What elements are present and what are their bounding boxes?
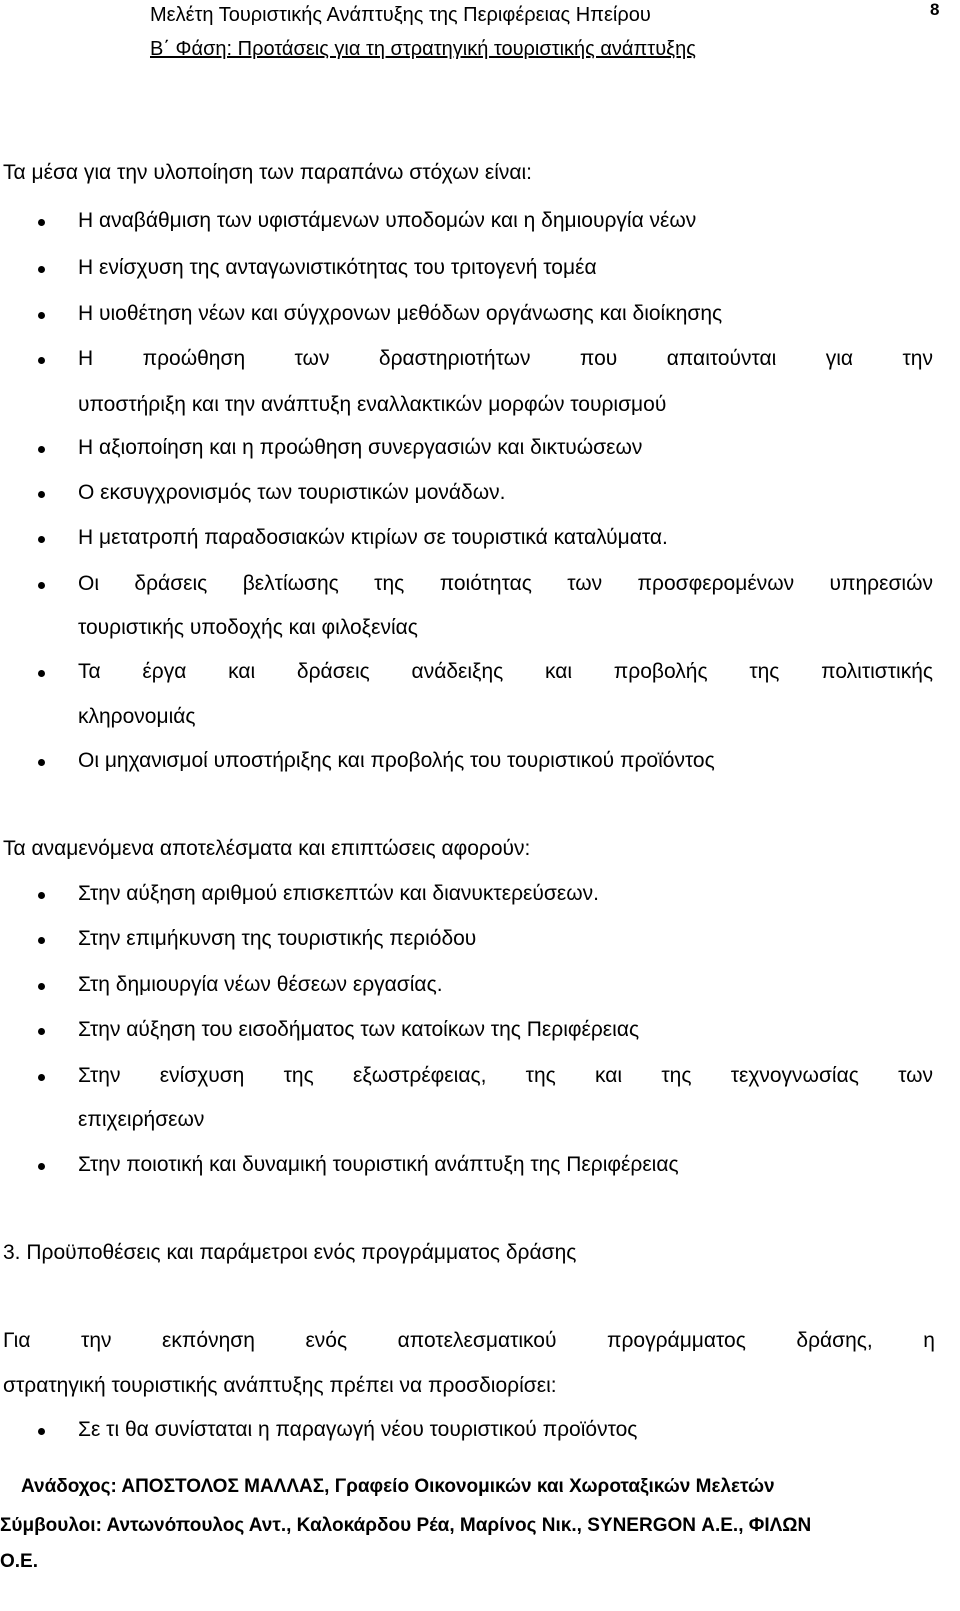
bullet-icon <box>38 446 45 453</box>
list-item: Οι μηχανισμοί υποστήριξης και προβολής του τουριστικού προϊόντος <box>0 749 960 773</box>
bullet-icon <box>38 759 45 766</box>
section1-intro: Τα μέσα για την υλοποίηση των παραπάνω στόχων είναι: <box>3 161 533 184</box>
bullet-icon <box>38 536 45 543</box>
list-item: Στη δημιουργία νέων θέσεων εργασίας. <box>0 973 960 997</box>
bullet-icon <box>38 1074 45 1081</box>
list-item: Οι δράσεις βελτίωσης της ποιότητας των προσφερομένων υπηρεσιών <box>0 572 960 596</box>
list-item: Στην ποιοτική και δυναμική τουριστική ανάπτυξη της Περιφέρειας <box>0 1153 960 1177</box>
list-item: Η προώθηση των δραστηριοτήτων που απαιτούνται για την <box>0 347 960 371</box>
bullet-icon <box>38 1428 45 1435</box>
bullet-icon <box>38 312 45 319</box>
bullet-icon <box>38 219 45 226</box>
list-item: Στην αύξηση του εισοδήματος των κατοίκων της Περιφέρειας <box>0 1018 960 1042</box>
section3-heading: 3. Προϋποθέσεις και παράμετροι ενός προγράμματος δράσης <box>3 1241 577 1264</box>
document-phase: Β΄ Φάση: Προτάσεις για τη στρατηγική τουριστικής ανάπτυξης <box>150 38 696 60</box>
bullet-icon <box>38 892 45 899</box>
list-item-continuation: επιχειρήσεων <box>78 1108 205 1131</box>
footer-contractor: Ανάδοχος: ΑΠΟΣΤΟΛΟΣ ΜΑΛΛΑΣ, Γραφείο Οικονομικών και Χωροταξικών Μελετών <box>21 1476 775 1497</box>
section3-intro-line1: Για την εκπόνηση ενός αποτελεσματικού προγράμματος δράσης, η <box>3 1329 935 1352</box>
bullet-icon <box>38 1163 45 1170</box>
list-item: Στην ενίσχυση της εξωστρέφειας, της και της τεχνογνωσίας των <box>0 1064 960 1088</box>
list-item: Στην αύξηση αριθμού επισκεπτών και διανυκτερεύσεων. <box>0 882 960 906</box>
list-item-continuation: τουριστικής υποδοχής και φιλοξενίας <box>78 616 418 639</box>
document-title: Μελέτη Τουριστικής Ανάπτυξης της Περιφέρειας Ηπείρου <box>150 4 651 26</box>
bullet-icon <box>38 983 45 990</box>
bullet-icon <box>38 357 45 364</box>
list-item-continuation: υποστήριξη και την ανάπτυξη εναλλακτικών μορφών τουρισμού <box>78 393 667 416</box>
footer-advisors: Σύμβουλοι: Αντωνόπουλος Αντ., Καλοκάρδου Ρέα, Μαρίνος Νικ., SYNERGON Α.Ε., ΦΙΛΩΝ <box>0 1515 812 1536</box>
list-item: Η αναβάθμιση των υφιστάμενων υποδομών και η δημιουργία νέων <box>0 209 960 233</box>
list-item: Σε τι θα συνίσταται η παραγωγή νέου τουριστικού προϊόντος <box>0 1418 960 1442</box>
section3-intro-line2: στρατηγική τουριστικής ανάπτυξης πρέπει να προσδιορίσει: <box>3 1374 557 1397</box>
list-item: Τα έργα και δράσεις ανάδειξης και προβολής της πολιτιστικής <box>0 660 960 684</box>
list-item: Ο εκσυγχρονισμός των τουριστικών μονάδων. <box>0 481 960 505</box>
list-item: Η μετατροπή παραδοσιακών κτιρίων σε τουριστικά καταλύματα. <box>0 526 960 550</box>
bullet-icon <box>38 582 45 589</box>
bullet-icon <box>38 266 45 273</box>
page-number: 8 <box>930 0 940 19</box>
list-item: Η αξιοποίηση και η προώθηση συνεργασιών και δικτυώσεων <box>0 436 960 460</box>
bullet-icon <box>38 670 45 677</box>
list-item: Η υιοθέτηση νέων και σύγχρονων μεθόδων οργάνωσης και διοίκησης <box>0 302 960 326</box>
bullet-icon <box>38 491 45 498</box>
bullet-icon <box>38 1028 45 1035</box>
bullet-icon <box>38 937 45 944</box>
list-item-continuation: κληρονομιάς <box>78 705 196 728</box>
list-item: Η ενίσχυση της ανταγωνιστικότητας του τριτογενή τομέα <box>0 256 960 280</box>
footer-advisors-continuation: Ο.Ε. <box>0 1551 39 1572</box>
section2-intro: Τα αναμενόμενα αποτελέσματα και επιπτώσεις αφορούν: <box>3 837 531 860</box>
list-item: Στην επιμήκυνση της τουριστικής περιόδου <box>0 927 960 951</box>
